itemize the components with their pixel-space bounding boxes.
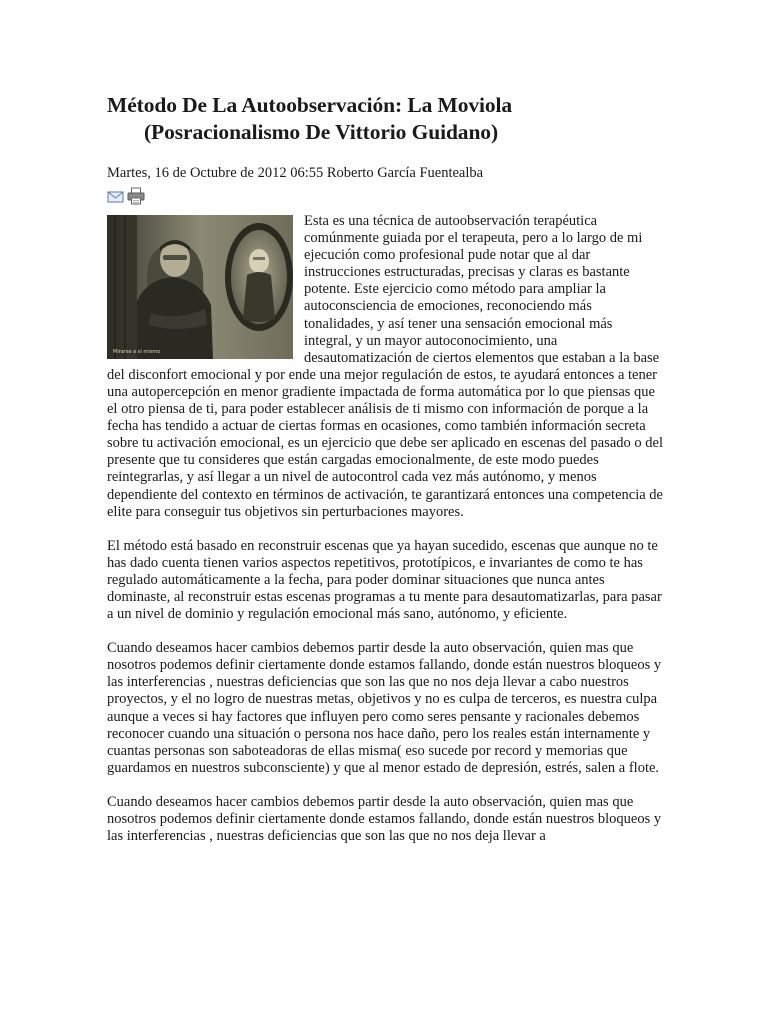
article-title-line-1: Método De La Autoobservación: La Moviola [107, 93, 513, 117]
article-body [107, 213, 663, 845]
article-title-line-2: (Posracionalismo De Vittorio Guidano) [144, 120, 499, 144]
article-byline: Martes, 16 de Octubre de 2012 06:55 Roberto García Fuentealba [107, 165, 484, 181]
article [107, 92, 663, 862]
print-icon[interactable] [127, 187, 145, 205]
article-paragraph-4: Cuando deseamos hacer cambios debemos partir desde la auto observación, quien mas que nosotros podemos definir ciertamente donde estamos fallando, donde están nuestros bloqueos y las interferencias , nuestras deficiencias que son las que no nos deja llevar a [107, 793, 662, 845]
article-title [107, 92, 663, 146]
article-tools [107, 185, 663, 207]
mirror-photo [107, 215, 293, 359]
article-paragraph-3: Cuando deseamos hacer cambios debemos partir desde la auto observación, quien mas que nosotros podemos definir ciertamente donde estamos fallando, donde están nuestros bloqueos y las interferencias , nuestras deficiencias que son las que no nos deja llevar a cabo nuestros proyectos, y el no logro de nuestras metas, objetivos y no es culpa de terceros, es nuestra culpa aunque a veces si hay factores que influyen pero como seres pensante y racionales debemos reconocer cuando una situación o persona nos hace daño, pero los reales están internamente y cuantas personas son saboteadoras de ellas misma( eso sucede por record y memorias que guardamos en nuestros subconsciente) y que al menor estado de depresión, estrés, salen a flote. [107, 640, 662, 776]
email-icon[interactable] [107, 187, 125, 205]
article-paragraph-1: Esta es una técnica de autoobservación terapéutica comúnmente guiada por el terapeuta, pero a lo largo de mi ejecución como profesional pude notar que al dar instrucciones estructuradas, precisas y claras es bastante potente. Este ejercicio como método para ampliar la autoconsciencia de emociones, reconociendo más tonalidades, y así tener una sensación emocional más integral, y un mayor autoconocimiento, una desautomatización de ciertos elementos que estaban a la base del disconfort emocional y por ende una mejor regulación de estos, te ayudará entonces a tener una autopercepción en menor gradiente impactada de forma automática por lo que piensas que el otro piensa de ti, para poder establecer análisis de ti mismo con información de porque a la fecha has tendido a actuar de ciertas formas en ocasiones, como también información secreta sobre tu activación emocional, es un ejercicio que debe ser aplicado en escenas del pasado o del presente que tu consideres que están cargadas emocionalmente, de este modo puedes reintegrarlas, y así llegar a un nivel de autocontrol cada vez más autónomo, y menos dependiente del contexto en términos de activación, te garantizará entonces una competencia de elite para conseguir tus objetivos sin perturbaciones mayores. [107, 213, 664, 520]
photo-caption: Mirarse a sí mismo [113, 349, 161, 355]
article-paragraph-2: El método está basado en reconstruir escenas que ya hayan sucedido, escenas que aunque no te has dado cuenta tienen varios aspectos repetitivos, prototípicos, e invariantes de como te has regulado automáticamente a la fecha, para poder dominar situaciones que nunca antes dominaste, al reconstruir estas escenas programas a tu mente para desautomatizarlas, para pasar a un nivel de dominio y regulación emocional más sano, autónomo, y eficiente. [107, 537, 662, 623]
